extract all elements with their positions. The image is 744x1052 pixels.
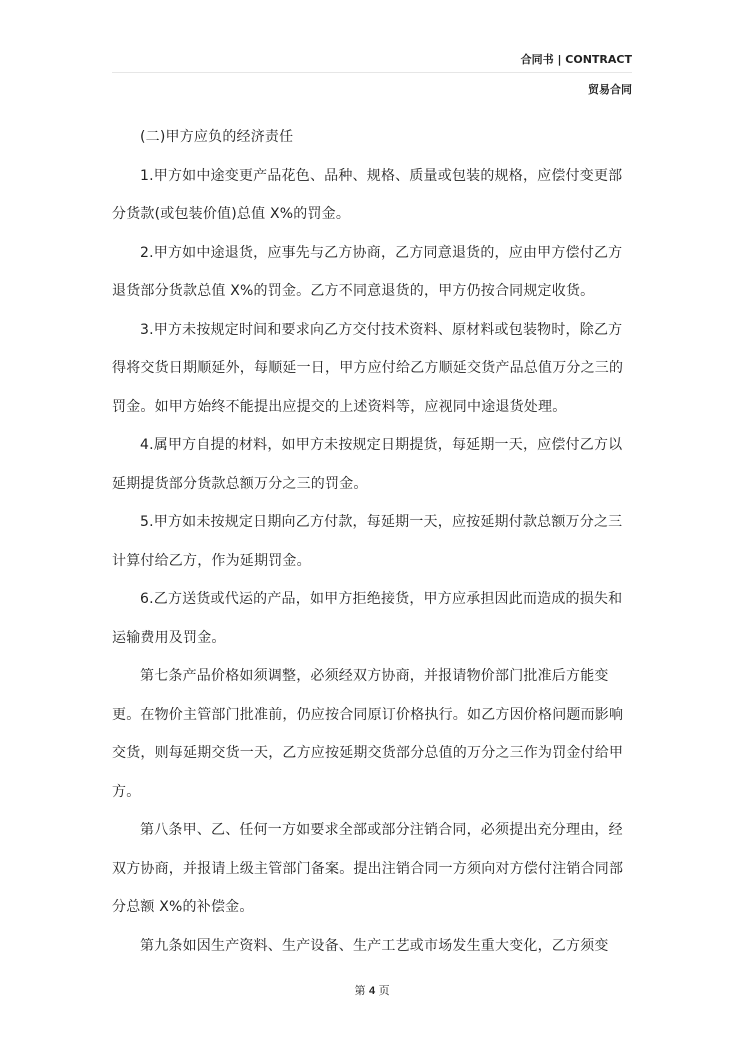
page-header (521, 52, 632, 68)
document-body (112, 118, 634, 965)
article-paragraph: 第八条甲、乙、任何一方如要求全部或部分注销合同，必须提出充分理由，经双方协商，并报请上级主管部门备案。提出注销合同一方须向对方偿付注销合同部分总额 X%的补偿金。 (112, 822, 624, 915)
header-title: 合同书 | CONTRACT (520, 53, 632, 66)
article-paragraph: 第七条产品价格如须调整，必须经双方协商，并报请物价部门批准后方能变更。在物价主管部门批准前，仍应按合同原订价格执行。如乙方因价格问题而影响交货，则每延期交货一天，乙方应按延期交货部分总值的万分之三作为罚金付给甲方。 (112, 668, 624, 800)
clause-paragraph: 3.甲方未按规定时间和要求向乙方交付技术资料、原材料或包装物时，除乙方得将交货日期顺延外，每顺延一日，甲方应付给乙方顺延交货产品总值万分之三的罚金。如甲方始终不能提出应提交的上述资料等，应视同中途退货处理。 (112, 321, 624, 415)
page-number-suffix: 页 (378, 984, 390, 997)
page-number-prefix: 第 (354, 984, 366, 997)
page-number: 4 (368, 985, 376, 997)
section-heading: (二)甲方应负的经济责任 (140, 129, 294, 145)
clause-paragraph: 4.属甲方自提的材料，如甲方未按规定日期提货，每延期一天，应偿付乙方以延期提货部分货款总额万分之三的罚金。 (112, 437, 623, 492)
article-paragraph: 第九条如因生产资料、生产设备、生产工艺或市场发生重大变化，乙方须变 (140, 937, 609, 954)
header-subtitle: 贸易合同 (588, 83, 632, 96)
clause-paragraph: 6.乙方送货或代运的产品，如甲方拒绝接货，甲方应承担因此而造成的损失和运输费用及罚金。 (112, 591, 623, 646)
clause-paragraph: 2.甲方如中途退货，应事先与乙方协商，乙方同意退货的，应由甲方偿付乙方退货部分货款总值 X%的罚金。乙方不同意退货的，甲方仍按合同规定收货。 (112, 244, 623, 299)
page-footer (0, 983, 744, 999)
clause-paragraph: 1.甲方如中途变更产品花色、品种、规格、质量或包装的规格，应偿付变更部分货款(或包装价值)总值 X%的罚金。 (112, 167, 623, 222)
clause-paragraph: 5.甲方如未按规定日期向乙方付款，每延期一天，应按延期付款总额万分之三计算付给乙方，作为延期罚金。 (112, 514, 623, 569)
header-divider (112, 72, 632, 73)
